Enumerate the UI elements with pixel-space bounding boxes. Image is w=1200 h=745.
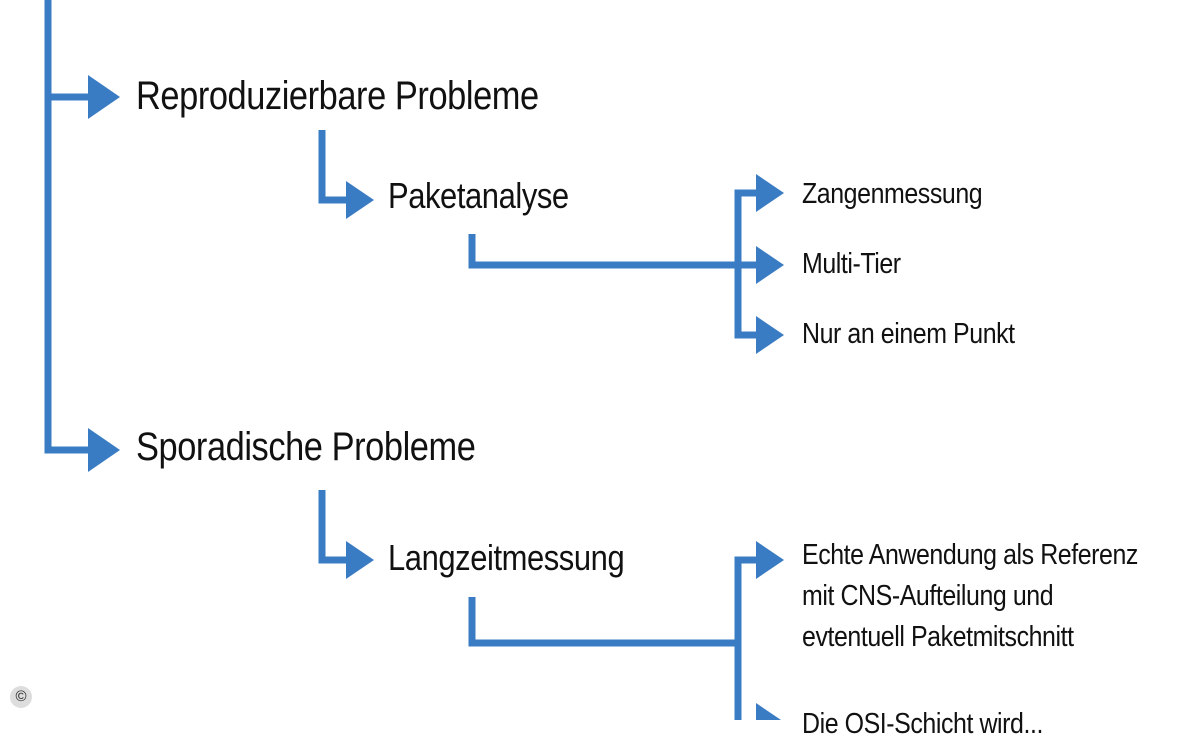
node-nur-an-einem-punkt: Nur an einem Punkt xyxy=(802,318,1015,350)
arrow-sporadische-icon xyxy=(88,428,120,472)
arrow-paketanalyse-icon xyxy=(346,181,374,219)
arrow-echte-anwendung-icon xyxy=(756,541,784,579)
node-sporadische-probleme: Sporadische Probleme xyxy=(136,425,476,469)
node-cut-off-item: Die OSI-Schicht wird... xyxy=(802,708,1043,740)
node-echte-anwendung-line-3: evtentuell Paketmitschnitt xyxy=(802,621,1074,653)
node-echte-anwendung-line-2: mit CNS-Aufteilung und xyxy=(802,580,1054,612)
node-zangenmessung: Zangenmessung xyxy=(802,178,983,210)
arrow-nur-an-einem-punkt-icon xyxy=(756,316,784,354)
node-multi-tier: Multi-Tier xyxy=(802,248,901,280)
bracket-langzeitmessung-line xyxy=(738,560,760,720)
arrow-langzeitmessung-icon xyxy=(346,541,374,579)
copyright-icon: © xyxy=(10,686,32,708)
connector-paketanalyse-children-line xyxy=(472,234,760,265)
node-paketanalyse: Paketanalyse xyxy=(388,175,569,216)
node-echte-anwendung xyxy=(802,535,1138,658)
trunk-line xyxy=(48,0,92,450)
node-langzeitmessung: Langzeitmessung xyxy=(388,537,625,578)
arrowheads xyxy=(88,75,784,720)
node-echte-anwendung-line-1: Echte Anwendung als Referenz xyxy=(802,539,1138,571)
arrow-cut-off-item-icon xyxy=(756,703,784,720)
connector-langzeitmessung-children-line xyxy=(472,597,738,643)
arrow-zangenmessung-icon xyxy=(756,174,784,212)
arrow-multi-tier-icon xyxy=(756,246,784,284)
arrow-reproduzierbare-icon xyxy=(88,75,120,119)
node-reproduzierbare-probleme: Reproduzierbare Probleme xyxy=(136,74,539,118)
